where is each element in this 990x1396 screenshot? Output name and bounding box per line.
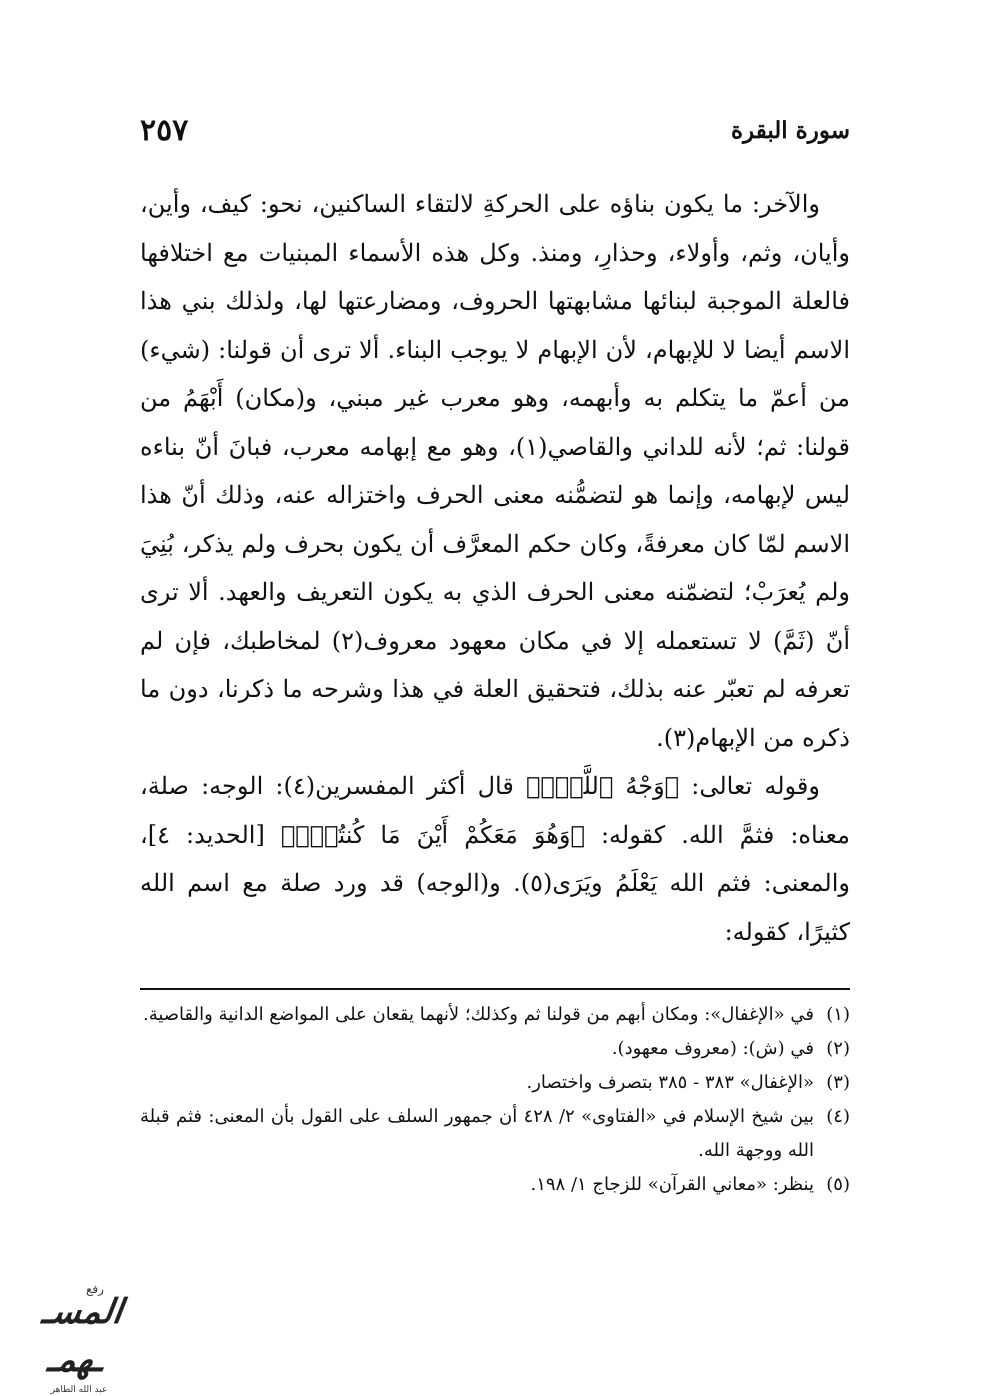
- footnotes: [140, 998, 850, 1202]
- footnote-3: [140, 1066, 850, 1100]
- footnote-1: [140, 998, 850, 1032]
- logo-top-text: رفع: [86, 1282, 104, 1296]
- paragraph-1: والآخر: ما يكون بناؤه على الحركةِ لالتقاء الساكنين، نحو: كيف، وأين، وأيان، وثم، وأولاء، وحذارِ، ومنذ. وكل هذه الأسماء المبنيات مع اختلافها فالعلة الموجبة لبنائها مشابهتها الحروف، ومضارعتها لها، ولذلك بني هذا الاسم أيضا لا للإبهام، لأن الإبهام لا يوجب البناء. ألا ترى أن قولنا: (شيء) من أعمّ ما يتكلم به وأبهمه، وهو معرب غير مبني، و(مكان) أَبْهَمُ من قولنا: ثم؛ لأنه للداني والقاصي(١)، وهو مع إبهامه معرب، فبانَ أنّ بناءه ليس لإبهامه، وإنما هو لتضمُّنه معنى الحرف واختزاله عنه، وذلك أنّ هذا الاسم لمّا كان معرفةً، وكان حكم المعرَّف أن يكون بحرف ولم يذكر، بُنِيَ ولم يُعرَبْ؛ لتضمّنه معنى الحرف الذي به يكون التعريف والعهد. ألا ترى أنّ (ثَمَّ) لا تستعمله إلا في مكان معهود معروف(٢) لمخاطبك، فإن لم تعرفه لم تعبّر عنه بذلك، فتحقيق العلة في هذا وشرحه ما ذكرنا، دون ما ذكره من الإبهام(٣).: [140, 190, 851, 752]
- footnote-text: بين شيخ الإسلام في «الفتاوى» ٢/ ٤٢٨ أن جمهور السلف على القول بأن المعنى: فثم قبلة الله ووجهة الله.: [140, 1106, 814, 1161]
- footnote-text: ينظر: «معاني القرآن» للزجاج ١/ ١٩٨.: [530, 1174, 814, 1195]
- paragraph-2: وقوله تعالى: ﴿وَجْهُ ٱللَّهِۚ﴾ قال أكثر المفسرين(٤): الوجه: صلة، معناه: فثمَّ الله. كقوله: ﴿وَهُوَ مَعَكُمْ أَيْنَ مَا كُنتُمْۚ﴾ [الحديد: ٤]، والمعنى: فثم الله يَعْلَمُ ويَرَى(٥). و(الوجه) قد ورد صلة مع اسم الله كثيرًا، كقوله:: [140, 772, 851, 946]
- page-number: ٢٥٧: [140, 112, 189, 148]
- footnote-number: (٥): [826, 1174, 850, 1195]
- publisher-logo: [14, 1282, 144, 1395]
- footnote-number: (١): [826, 1004, 850, 1025]
- surah-title: سورة البقرة: [730, 116, 850, 144]
- footnote-5: [140, 1168, 850, 1202]
- footnote-number: (٤): [826, 1106, 850, 1127]
- page-header: [140, 110, 850, 150]
- logo-sub-text: عبد الله الطاهر: [50, 1385, 108, 1395]
- footnote-4: [140, 1100, 850, 1168]
- footnote-text: في «الإغفال»: ومكان أبهم من قولنا ثم وكذلك؛ لأنهما يقعان على المواضع الدانية والقاصية.: [142, 1004, 814, 1025]
- footnote-text: «الإغفال» ٣٨٣ - ٣٨٥ بتصرف واختصار.: [526, 1072, 814, 1093]
- footnote-number: (٢): [826, 1038, 850, 1059]
- footnote-text: في (ش): (معروف معهود).: [611, 1038, 814, 1059]
- footnote-divider: [140, 988, 850, 990]
- main-text: [140, 180, 850, 956]
- footnote-2: [140, 1032, 850, 1066]
- footnote-number: (٣): [826, 1072, 850, 1093]
- logo-main-text: المسـ ـهمـ: [39, 1292, 126, 1380]
